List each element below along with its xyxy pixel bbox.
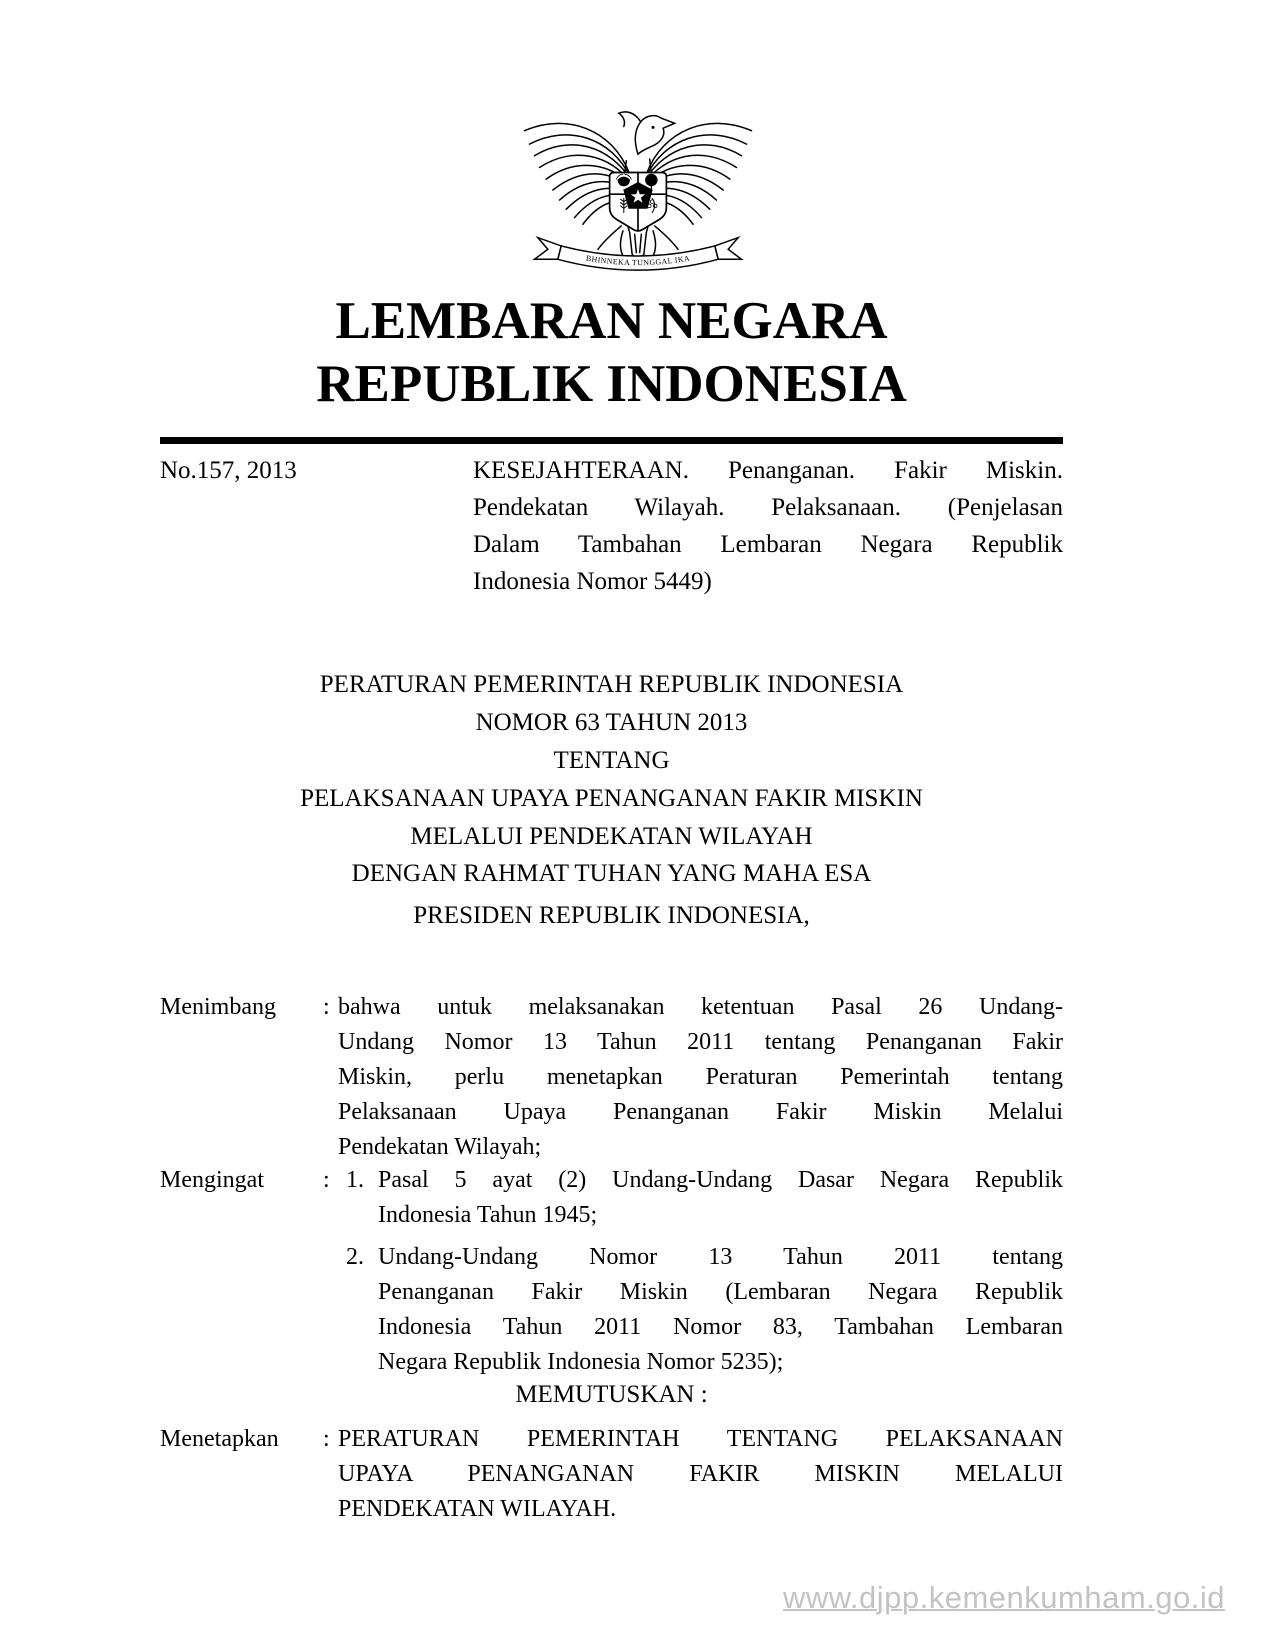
subject-line: Pendekatan Wilayah. Pelaksanaan. (Penjelasan — [473, 494, 1063, 521]
watermark-url: www.djpp.kemenkumham.go.id — [782, 1580, 1225, 1615]
considerations-section — [160, 990, 1063, 1165]
regulation-heading — [160, 666, 1063, 856]
considerations-line: Miskin, perlu menetapkan Peraturan Pemerintah tentang — [338, 1064, 1063, 1090]
legal-basis-line: Penanganan Fakir Miskin (Lembaran Negara Republik — [378, 1279, 1063, 1305]
legal-basis-label: Mengingat — [160, 1167, 264, 1193]
enactment-line: PERATURAN PEMERINTAH TENTANG PELAKSANAAN — [338, 1426, 1063, 1452]
pancasila-shield — [610, 172, 667, 230]
eagle-head — [619, 112, 675, 154]
legal-basis-item — [378, 1163, 1063, 1233]
regulation-heading-line: NOMOR 63 TAHUN 2013 — [475, 709, 748, 736]
enactment-body — [338, 1422, 1063, 1527]
authority-line: PRESIDEN REPUBLIK INDONESIA, — [413, 902, 810, 929]
issue-number: No.157, 2013 — [160, 457, 297, 484]
legal-basis-colon: : — [323, 1167, 330, 1193]
legal-basis-line: Undang-Undang Nomor 13 Tahun 2011 tentang — [378, 1244, 1063, 1270]
enactment-section — [160, 1422, 1063, 1527]
motto-text: BHINNEKA TUNGGAL IKA — [585, 253, 691, 268]
legal-basis-line: Pasal 5 ayat (2) Undang-Undang Dasar Negara Republik — [378, 1167, 1063, 1193]
regulation-heading-line: MELALUI PENDEKATAN WILAYAH — [410, 823, 813, 850]
enactment-line: UPAYA PENANGANAN FAKIR MISKIN MELALUI — [338, 1461, 1063, 1487]
invocation-line: DENGAN RAHMAT TUHAN YANG MAHA ESA — [351, 860, 872, 887]
legal-basis-item-number: 2. — [346, 1244, 364, 1270]
subject-line: Indonesia Nomor 5449) — [473, 568, 712, 595]
enactment-label: Menetapkan — [160, 1426, 279, 1452]
legal-basis-section — [160, 1163, 1063, 1233]
regulation-heading-line: TENTANG — [553, 747, 670, 774]
legal-basis-item — [378, 1240, 1063, 1380]
legal-basis-item-number: 1. — [346, 1167, 364, 1193]
regulation-heading-line: PERATURAN PEMERINTAH REPUBLIK INDONESIA — [319, 671, 904, 698]
enactment-colon: : — [323, 1426, 330, 1452]
decision-heading: MEMUTUSKAN : — [515, 1381, 708, 1408]
enactment-line: PENDEKATAN WILAYAH. — [338, 1496, 617, 1522]
legal-basis-line: Negara Republik Indonesia Nomor 5235); — [378, 1349, 784, 1375]
gazette-title-line2: REPUBLIK INDONESIA — [316, 355, 907, 413]
considerations-colon: : — [323, 994, 330, 1020]
considerations-line: Pelaksanaan Upaya Penanganan Fakir Miskin Melalui — [338, 1099, 1063, 1125]
legal-basis-line: Indonesia Tahun 2011 Nomor 83, Tambahan Lembaran — [378, 1314, 1063, 1340]
legal-basis-item-2 — [160, 1240, 1063, 1380]
legal-basis-line: Indonesia Tahun 1945; — [378, 1202, 598, 1228]
considerations-line: Pendekatan Wilayah; — [338, 1134, 542, 1160]
considerations-line: Undang Nomor 13 Tahun 2011 tentang Penanganan Fakir — [338, 1029, 1063, 1055]
regulation-heading-line: PELAKSANAAN UPAYA PENANGANAN FAKIR MISKIN — [300, 785, 923, 812]
subject-classification — [473, 452, 1063, 600]
masthead-divider — [160, 437, 1063, 444]
considerations-line: bahwa untuk melaksanakan ketentuan Pasal 26 Undang- — [338, 994, 1063, 1020]
considerations-body — [338, 990, 1063, 1165]
subject-line: KESEJAHTERAAN. Penanganan. Fakir Miskin. — [473, 457, 1063, 484]
garuda-pancasila-emblem — [512, 84, 764, 276]
subject-line: Dalam Tambahan Lembaran Negara Republik — [473, 531, 1063, 558]
garuda-icon — [512, 84, 764, 276]
gazette-title — [160, 290, 1063, 416]
considerations-label: Menimbang — [160, 994, 276, 1020]
gazette-title-line1: LEMBARAN NEGARA — [335, 292, 888, 350]
